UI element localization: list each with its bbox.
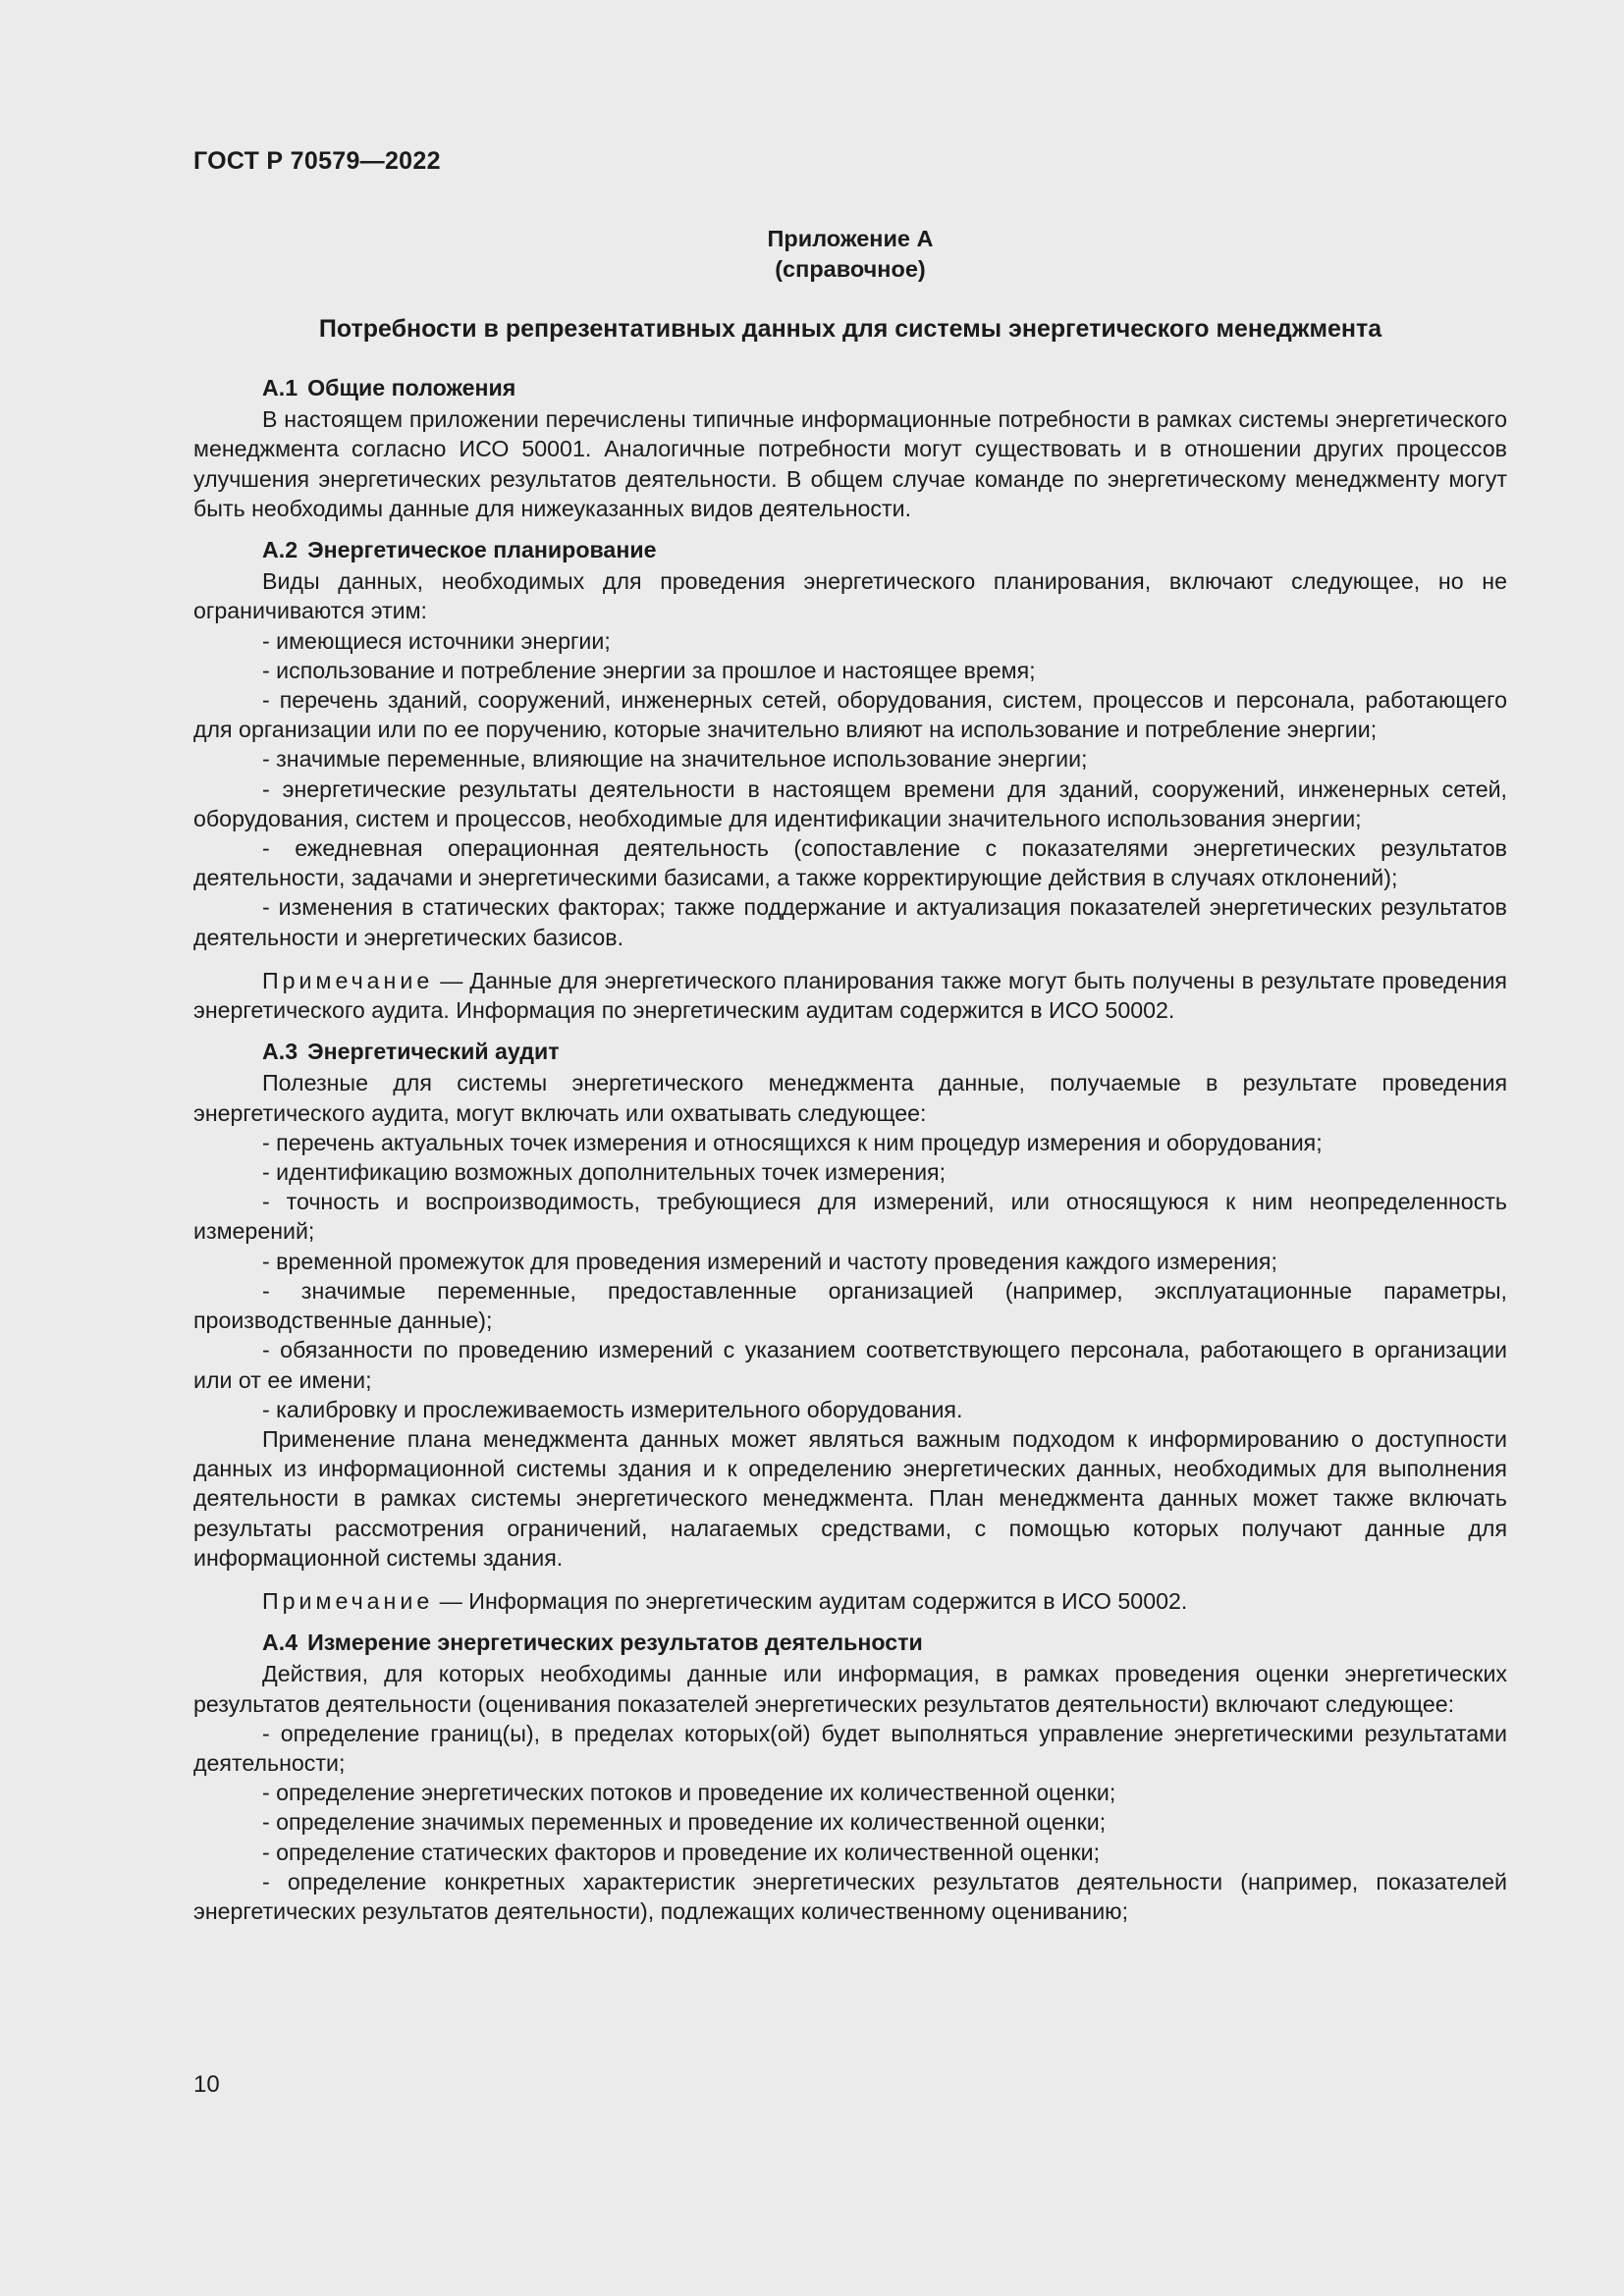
- list-item: - использование и потребление энергии за прошлое и настоящее время;: [262, 657, 1036, 683]
- section-number: А.3: [262, 1039, 298, 1065]
- section-heading: [193, 535, 1507, 564]
- list-item: - точность и воспроизводимость, требующиеся для измерений, или относящуюся к ним неопределенность измерений;: [193, 1189, 1507, 1245]
- appendix-kind: (справочное): [775, 256, 926, 282]
- section-paragraph: Действия, для которых необходимы данные или информация, в рамках проведения оценки энергетических результатов деятельности (оценивания показателей энергетических результатов деятельности) включают следующее:: [193, 1661, 1507, 1717]
- item-list: [193, 1128, 1507, 1424]
- list-item: - определение конкретных характеристик энергетических результатов деятельности (например, показателей энергетических результатов деятельности), подлежащих количественному оцениванию;: [193, 1868, 1507, 1924]
- page-number: 10: [193, 2071, 220, 2098]
- list-item: - перечень зданий, сооружений, инженерных сетей, оборудования, систем, процессов и персонала, работающего для организации или по ее поручению, которые значительно влияют на использование и потребление энергии;: [193, 687, 1507, 743]
- note-label: Примечание: [262, 967, 434, 993]
- list-item: - значимые переменные, влияющие на значительное использование энергии;: [262, 746, 1088, 773]
- list-item: - калибровку и прослеживаемость измерительного оборудования.: [262, 1396, 963, 1422]
- note: [193, 966, 1507, 1025]
- section-number: А.1: [262, 375, 298, 400]
- section-heading: [193, 1628, 1507, 1657]
- list-item: - определение границ(ы), в пределах которых(ой) будет выполняться управление энергетическими результатами деятельности;: [193, 1720, 1507, 1776]
- section-a3: [193, 1037, 1507, 1616]
- list-item: - имеющиеся источники энергии;: [262, 627, 611, 654]
- list-item: - ежедневная операционная деятельность (сопоставление с показателями энергетических результатов деятельности, задачами и энергетическими базисами, а также корректирующие действия в случаях отклонений);: [193, 835, 1507, 891]
- appendix-label: Приложение А: [767, 226, 934, 251]
- section-a4: [193, 1628, 1507, 1926]
- list-item: - идентификацию возможных дополнительных точек измерения;: [262, 1159, 947, 1186]
- section-number: А.2: [262, 537, 298, 563]
- section-heading: [193, 373, 1507, 402]
- note-label: Примечание: [262, 1587, 434, 1614]
- section-heading: [193, 1037, 1507, 1066]
- page-content: [193, 224, 1507, 1926]
- section-paragraph: Виды данных, необходимых для проведения энергетического планирования, включают следующее, но не ограничиваются этим:: [193, 568, 1507, 624]
- section-a2: [193, 535, 1507, 1025]
- list-item: - обязанности по проведению измерений с указанием соответствующего персонала, работающего в организации или от ее имени;: [193, 1337, 1507, 1393]
- section-heading-text: Энергетическое планирование: [307, 537, 657, 563]
- section-paragraph: Полезные для системы энергетического менеджмента данные, получаемые в результате проведения энергетического аудита, могут включать или охватывать следующее:: [193, 1070, 1507, 1126]
- section-number: А.4: [262, 1629, 298, 1656]
- list-item: - перечень актуальных точек измерения и относящихся к ним процедур измерения и оборудования;: [262, 1129, 1323, 1155]
- section-paragraph: Применение плана менеджмента данных может являться важным подходом к информированию о доступности данных из информационной системы здания и к определению энергетических данных, необходимых для выполнения деятельности в рамках системы энергетического менеджмента. План менеджмента данных может также включать результаты рассмотрения ограничений, налагаемых средствами, с помощью которых получают данные для информационной системы здания.: [193, 1425, 1507, 1571]
- list-item: - энергетические результаты деятельности в настоящем времени для зданий, сооружений, инженерных сетей, оборудования, систем и процессов, необходимые для идентификации значительного использования энергии;: [193, 775, 1507, 831]
- note-text: — Данные для энергетического планирования также могут быть получены в результате проведения энергетического аудита. Информация по энергетическим аудитам содержится в ИСО 50002.: [193, 967, 1507, 1024]
- list-item: - временной промежуток для проведения измерений и частоту проведения каждого измерения;: [262, 1248, 1277, 1274]
- note: [193, 1586, 1507, 1616]
- section-heading-text: Общие положения: [307, 375, 516, 400]
- list-item: - определение энергетических потоков и проведение их количественной оценки;: [262, 1780, 1116, 1806]
- section-heading-text: Энергетический аудит: [307, 1039, 560, 1065]
- document-code: ГОСТ Р 70579—2022: [193, 147, 441, 175]
- list-item: - определение значимых переменных и проведение их количественной оценки;: [262, 1809, 1107, 1836]
- section-paragraph: В настоящем приложении перечислены типичные информационные потребности в рамках системы энергетического менеджмента согласно ИСО 50001. Аналогичные потребности могут существовать и в отношении других процессов улучшения энергетических результатов деятельности. В общем случае команде по энергетическому менеджменту могут быть необходимы данные для нижеуказанных видов деятельности.: [193, 406, 1507, 521]
- section-a1: [193, 373, 1507, 523]
- note-text: — Информация по энергетическим аудитам содержится в ИСО 50002.: [433, 1587, 1188, 1614]
- list-item: - определение статических факторов и проведение их количественной оценки;: [262, 1839, 1101, 1865]
- item-list: [193, 1719, 1507, 1926]
- appendix-title: Потребности в репрезентативных данных для системы энергетического менеджмента: [318, 315, 1382, 343]
- item-list: [193, 626, 1507, 952]
- list-item: - значимые переменные, предоставленные организацией (например, эксплуатационные параметры, производственные данные);: [193, 1277, 1507, 1334]
- section-heading-text: Измерение энергетических результатов деятельности: [307, 1629, 923, 1656]
- list-item: - изменения в статических факторах; также поддержание и актуализация показателей энергетических результатов деятельности и энергетических базисов.: [193, 894, 1507, 950]
